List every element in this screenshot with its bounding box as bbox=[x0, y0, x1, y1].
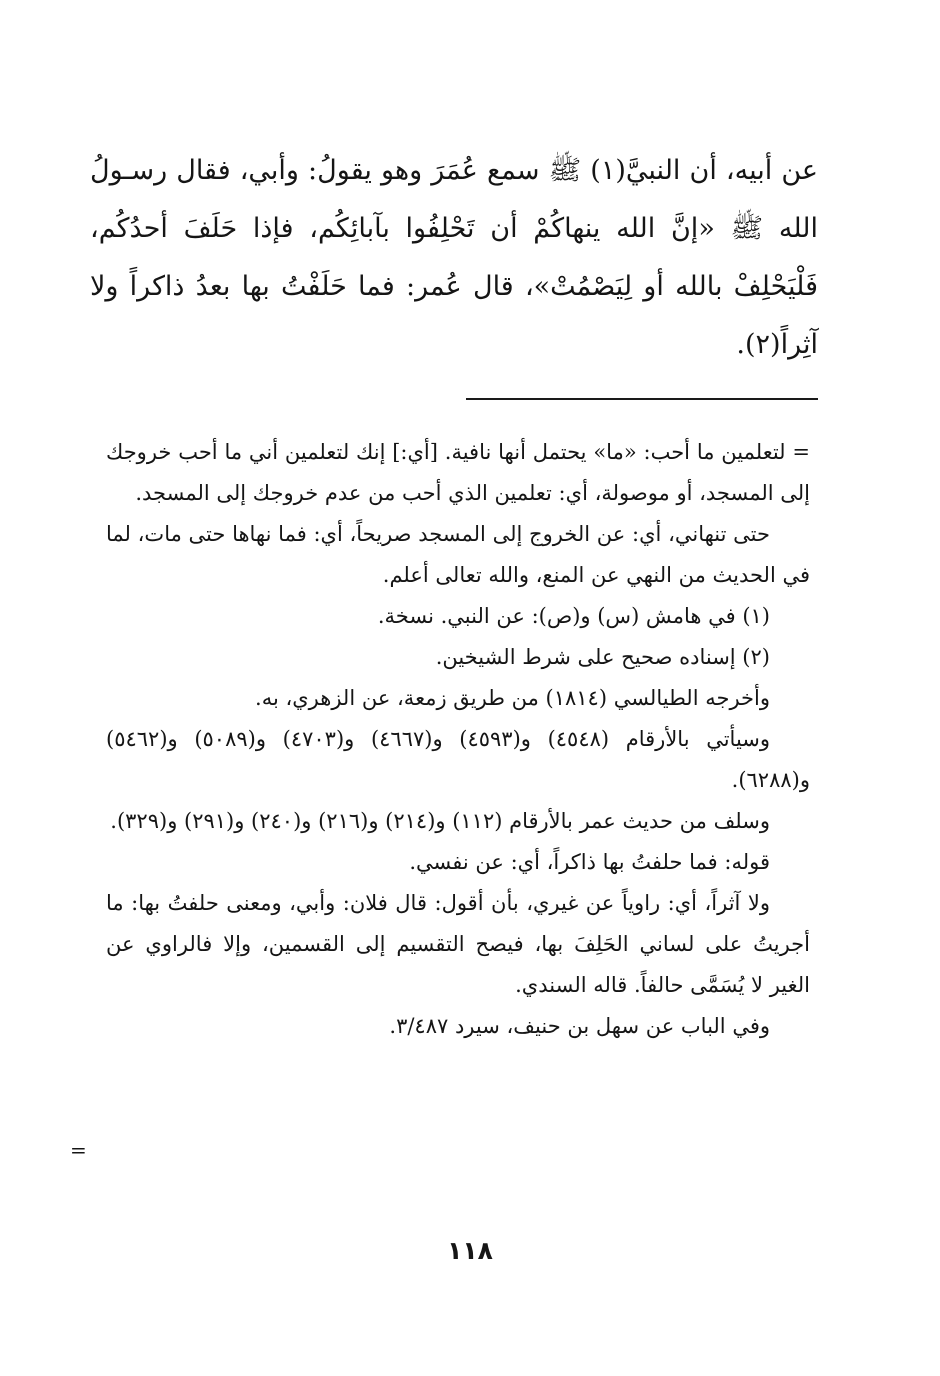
footnote-paragraph: وأخرجه الطيالسي (١٨١٤) من طريق زمعة، عن الزهري، به. bbox=[255, 686, 770, 710]
footnotes-section bbox=[106, 432, 810, 1047]
page-number: ١١٨ bbox=[447, 1236, 493, 1265]
footnote-continuation: = لتعلمين ما أحب: «ما» يحتمل أنها نافية. [أي:] إنك لتعلمين أني ما أحب خروجك إلى المسجد، أو موصولة، أي: تعلمين الذي أحب من عدم خروجك إلى المسجد. bbox=[106, 440, 810, 505]
hadith-main-text: عن أبيه، أن النبيَّ(١) ﷺ سمع عُمَرَ وهو يقولُ: وأبي، فقال رسـولُ الله ﷺ «إنَّ الله ينهاكُمْ أن تَحْلِفُوا بآبائِكُم، فإذا حَلَفَ أحدُكُم، فَلْيَحْلِفْ بالله أو لِيَصْمُتْ»، قال عُمر: فما حَلَفْتُ بها بعدُ ذاكراً ولا آثِراً(٢). bbox=[90, 155, 818, 360]
continuation-mark: = bbox=[70, 1138, 87, 1162]
footnote-divider bbox=[466, 398, 818, 400]
footnote-paragraph: وفي الباب عن سهل بن حنيف، سيرد ٣/٤٨٧. bbox=[389, 1014, 770, 1038]
footnote-paragraph: حتى تنهاني، أي: عن الخروج إلى المسجد صريحاً، أي: فما نهاها حتى مات، لما في الحديث من النهي عن المنع، والله تعالى أعلم. bbox=[106, 522, 810, 587]
footnote-paragraph: قوله: فما حلفتُ بها ذاكراً، أي: عن نفسي. bbox=[409, 850, 770, 874]
footnote-paragraph: وسلف من حديث عمر بالأرقام (١١٢) و(٢١٤) و(٢١٦) و(٢٤٠) و(٢٩١) و(٣٢٩). bbox=[110, 809, 770, 833]
footnote-1: (١) في هامش (س) و(ص): عن النبي. نسخة. bbox=[377, 604, 770, 628]
footnote-paragraph: ولا آثراً، أي: راوياً عن غيري، بأن أقول: قال فلان: وأبي، ومعنى حلفتُ بها: ما أجريتُ على لساني الحَلِفَ بها، فيصح التقسيم إلى القسمين، وإلا فالراوي عن الغير لا يُسَمَّى حالفاً. قاله السندي. bbox=[106, 891, 810, 997]
footnote-2: (٢) إسناده صحيح على شرط الشيخين. bbox=[435, 645, 770, 669]
footnote-paragraph: وسيأتي بالأرقام (٤٥٤٨) و(٤٥٩٣) و(٤٦٦٧) و(٤٧٠٣) و(٥٠٨٩) و(٥٤٦٢) و(٦٢٨٨). bbox=[106, 727, 810, 792]
